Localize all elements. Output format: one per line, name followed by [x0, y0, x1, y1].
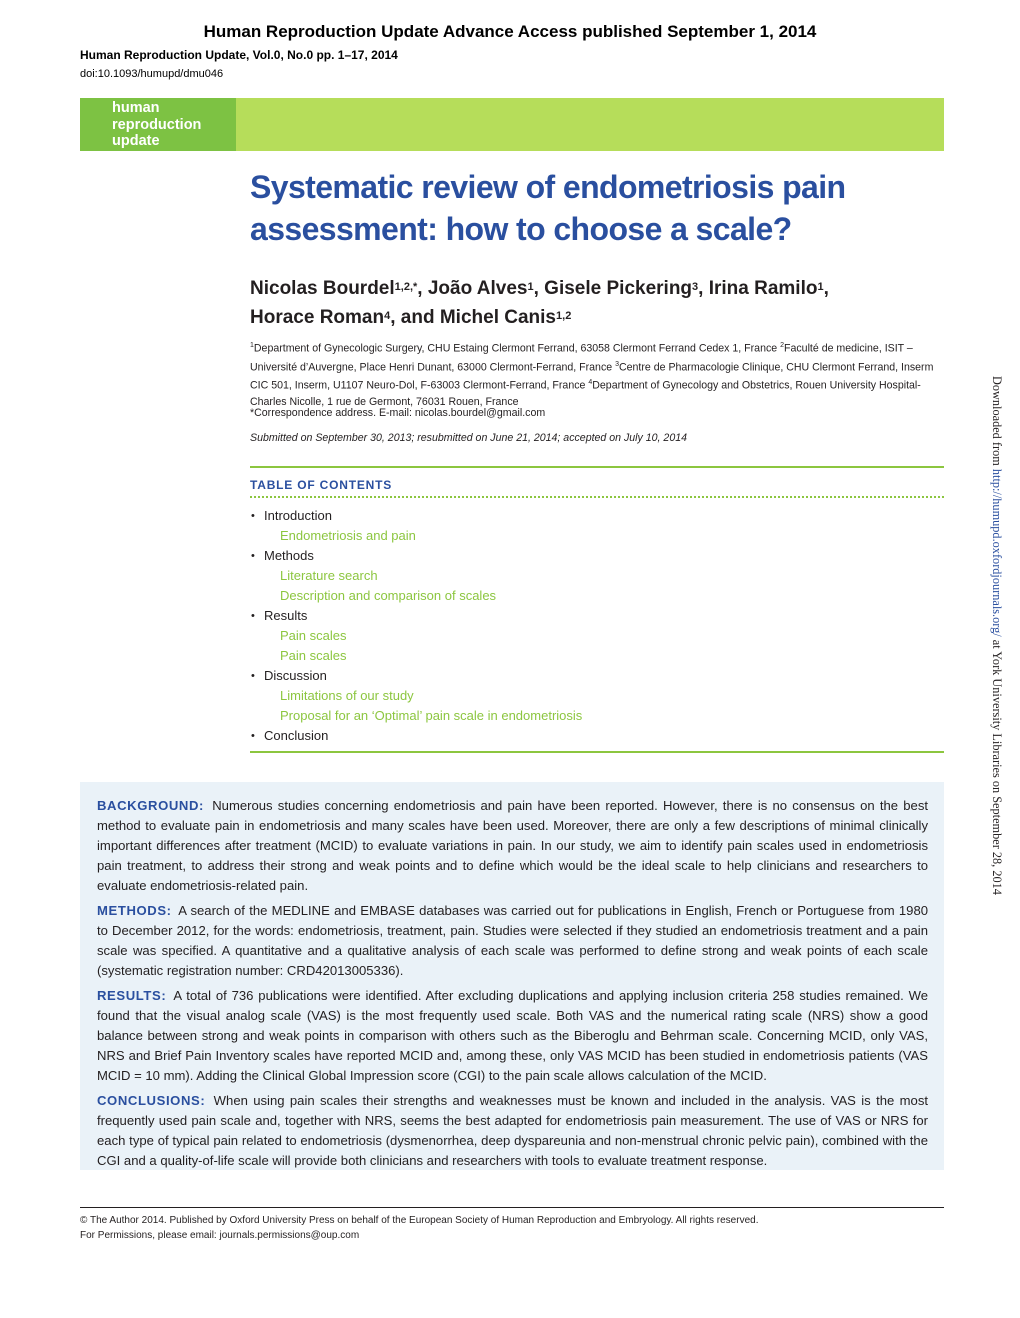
author-separator: ,	[417, 278, 428, 299]
affiliation-number: 4	[588, 379, 593, 387]
journal-site-link[interactable]: http://humupd.oxfordjournals.org/	[990, 468, 1004, 637]
abstract-text: When using pain scales their strengths and weaknesses must be known and included in the analysis. VAS is the most frequently used pain scale and, together with NRS, seems the best adapted for endometriosis pain measurement. The use of VAS or NRS for each type of typical pain related to endometriosis (dysmenorrhea, deep dyspareunia and non-menstrual chronic pelvic pain), combined with the CGI and a quality-of-life scale will provide both clinicians and researchers with tools to evaluate treatment response.	[97, 1093, 928, 1168]
toc-section-link[interactable]: • Conclusion	[250, 726, 944, 746]
abstract-text: A total of 736 publications were identified. After excluding duplications and applying inclusion criteria 258 studies remained. We found that the visual analog scale (VAS) is the most frequently used scale. Both VAS and the numerical rating scale (NRS) show a good balance between strong and weak points in comparison with others such as the Biberoglu and Behrman scale. Concerning MCID, only VAS, NRS and Brief Pain Inventory scales have reported MCID and, among these, only VAS MCID has been studied in endometriosis patients (VAS MCID = 10 mm). Adding the Clinical Global Impression score (CGI) to the pain scale allows calculation of the MCID.	[97, 988, 928, 1083]
affiliation-text: Department of Gynecologic Surgery, CHU Estaing Clermont Ferrand, 63058 Clermont Ferrand Cedex 1, France	[253, 342, 781, 355]
author-separator: ,	[823, 278, 829, 299]
author-name: Horace Roman	[250, 307, 385, 328]
logo-line: human	[112, 100, 160, 116]
affiliation-text: Faculté de medicine, ISIT – Université d’Auvergne, Place Henri Dunant, 63000 Clermont-Ferrand, France	[250, 342, 913, 374]
abstract-heading: CONCLUSIONS:	[97, 1093, 206, 1108]
author-name: Irina Ramilo	[708, 278, 818, 299]
author-name: Michel Canis	[439, 307, 557, 328]
author-affiliation-mark: 1	[817, 281, 824, 293]
toc-subsection-link[interactable]: Pain scales	[280, 628, 347, 643]
toc-heading: TABLE OF CONTENTS	[250, 478, 393, 492]
toc-subsection-link[interactable]: Endometriosis and pain	[280, 528, 416, 543]
copyright-notice: © The Author 2014. Published by Oxford University Press on behalf of the European Society of Human Reproduction and Embryology. All rights reserved.	[80, 1215, 759, 1226]
author-affiliation-mark: 1,2,*	[394, 281, 418, 293]
download-watermark	[989, 376, 1004, 895]
abstract-methods	[97, 901, 928, 981]
toc-dotted-rule	[250, 496, 944, 498]
permissions-notice: For Permissions, please email: journals.permissions@oup.com	[80, 1230, 360, 1241]
abstract-heading: METHODS:	[97, 903, 172, 918]
affiliation-text: Centre de Pharmacologie Clinique, CHU Clermont Ferrand, Inserm CIC 501, Inserm, U1107 Neuro-Dol, F-63003 Clermont-Ferrand, France	[250, 361, 934, 392]
abstract-conclusions	[97, 1091, 928, 1171]
author-affiliation-mark: 1	[527, 281, 534, 293]
abstract	[97, 796, 928, 1176]
logo-line: reproduction	[112, 116, 202, 133]
correspondence-address: *Correspondence address. E-mail: nicolas.bourdel@gmail.com	[250, 407, 546, 419]
toc-section-link[interactable]: • Discussion	[250, 666, 944, 686]
affiliation-number: 2	[780, 342, 785, 349]
submission-dates: Submitted on September 30, 2013; resubmitted on June 21, 2014; accepted on July 10, 2014	[250, 432, 687, 444]
logo-line: update	[112, 133, 160, 149]
author-name: Gisele Pickering	[544, 278, 693, 299]
abstract-heading: RESULTS:	[97, 988, 167, 1003]
abstract-text: Numerous studies concerning endometriosis and pain have been reported. However, there is no consensus on the best method to evaluate pain in endometriosis and many scales have been used. Moreover, there are only a few descriptions of minimal clinically important differences after treatment (MCID) to evaluate variations in pain. In our study, we aim to identify pain scales used in endometriosis pain treatment, to address their strong and weak points and to define which would be the ideal scale to help clinicians and researchers to evaluate endometriosis-related pain.	[97, 798, 929, 893]
toc-subsection-link[interactable]: Description and comparison of scales	[280, 588, 497, 603]
article-title: Systematic review of endometriosis pain assessment: how to choose a scale?	[250, 169, 846, 247]
toc-section-link[interactable]: • Introduction	[250, 506, 944, 526]
author-affiliation-mark: 4	[384, 310, 391, 322]
author-separator: , and	[390, 307, 440, 328]
download-prefix: Downloaded from	[990, 376, 1004, 469]
affiliation-number: 3	[615, 360, 619, 368]
author-list	[250, 274, 950, 332]
toc-subsection-link[interactable]: Limitations of our study	[280, 688, 414, 703]
toc-subsection-link[interactable]: Pain scales	[280, 648, 347, 663]
journal-logo	[112, 100, 201, 150]
abstract-heading: BACKGROUND:	[97, 798, 204, 813]
toc-section-link[interactable]: • Results	[250, 606, 944, 626]
toc-top-rule	[250, 466, 944, 468]
author-separator: ,	[533, 278, 545, 299]
toc-subsection-link[interactable]: Proposal for an ‘Optimal’ pain scale in endometriosis	[280, 708, 583, 723]
author-separator: ,	[698, 278, 709, 299]
toc-section-link[interactable]: • Methods	[250, 546, 944, 566]
author-affiliation-mark: 1,2	[556, 310, 572, 322]
abstract-text: A search of the MEDLINE and EMBASE databases was carried out for publications in English, French or Portuguese from 1980 to December 2012, for the words: endometriosis, treatment, pain. Studies were selected if they studied an endometriosis treatment and a pain scale was specified. A quantitative and a qualitative analysis of each scale was performed to define strong and weak points of each scale (systematic registration number: CRD42013005336).	[97, 903, 929, 978]
doi: doi:10.1093/humupd/dmu046	[80, 68, 224, 80]
journal-citation: Human Reproduction Update, Vol.0, No.0 pp. 1–17, 2014	[80, 48, 398, 62]
abstract-background	[97, 796, 928, 896]
download-suffix: at York University Libraries on September 28, 2014	[990, 636, 1004, 895]
toc-subsection-link[interactable]: Literature search	[280, 568, 378, 583]
author-name: João Alves	[427, 278, 528, 299]
abstract-results	[97, 986, 928, 1086]
affiliations	[250, 338, 950, 410]
table-of-contents	[250, 506, 944, 746]
author-name: Nicolas Bourdel	[250, 278, 395, 299]
footer-rule	[80, 1207, 944, 1208]
affiliation-number: 1	[250, 342, 254, 349]
author-affiliation-mark: 3	[692, 281, 699, 293]
toc-bottom-rule	[250, 751, 944, 753]
affiliation-text: Department of Gynecology and Obstetrics, Rouen University Hospital-Charles Nicolle, 1 rue de Germont, 76031 Rouen, France	[250, 379, 921, 408]
advance-access-banner: Human Reproduction Update Advance Access published September 1, 2014	[203, 22, 817, 41]
